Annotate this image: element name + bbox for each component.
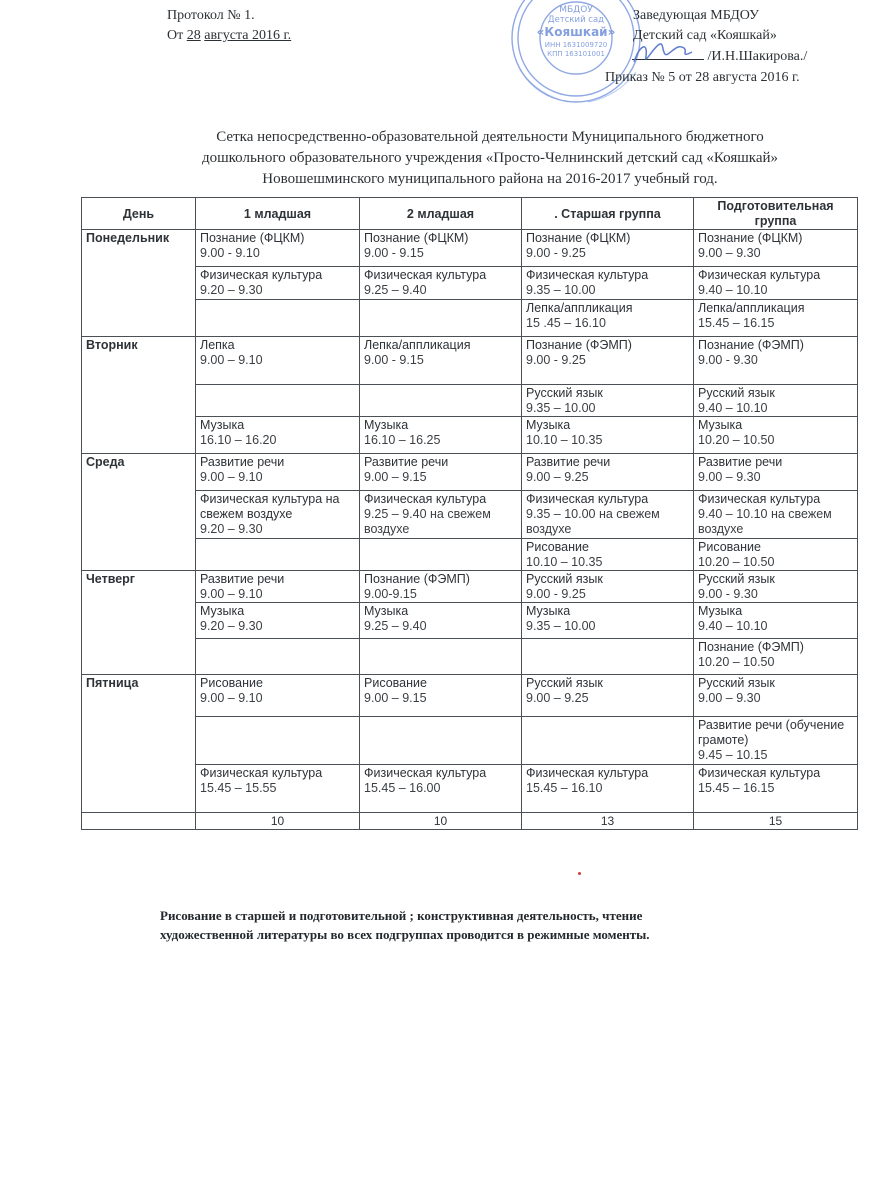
activity-name: Физическая культура [200,268,323,282]
activity-time: 10.10 – 10.35 [526,433,603,447]
schedule-cell [360,454,522,491]
schedule-cell [522,765,694,813]
header-junior-2: 2 младшая [360,198,522,230]
activity-name: Музыка [698,604,743,618]
activity-time: 10.20 – 10.50 [698,433,775,447]
schedule-cell [694,454,858,491]
schedule-cell [694,717,858,765]
table-row [82,491,858,539]
activity-name: Музыка [526,604,571,618]
schedule-cell [522,230,694,267]
activity-time: 9.00 – 9.30 [698,470,761,484]
activity-time: 9.00 – 9.10 [200,353,263,367]
activity-time: 15.45 – 16.15 [698,781,775,795]
schedule-cell [196,491,360,539]
activity-time: 9.00 – 9.10 [200,470,263,484]
day-name: Вторник [82,337,196,454]
activity-time: 9.35 – 10.00 [526,401,596,415]
schedule-cell [522,385,694,417]
activity-time: 9.00 - 9.30 [698,587,758,601]
schedule-cell [694,491,858,539]
table-row [82,300,858,337]
schedule-cell [694,300,858,337]
activity-name: Русский язык [526,386,603,400]
activity-name: Развитие речи [200,572,285,586]
activity-name: Познание (ФЭМП) [698,640,804,654]
schedule-cell [522,417,694,454]
activity-name: Русский язык [526,676,603,690]
activity-name: Лепка/аппликация [526,301,633,315]
round-stamp [508,0,648,112]
schedule-cell [196,454,360,491]
table-row [82,765,858,813]
activity-name: Развитие речи [526,455,611,469]
schedule-cell [522,717,694,765]
table-row [82,539,858,571]
activity-name: Познание (ФЦКМ) [526,231,631,245]
activity-name: Рисование [698,540,761,554]
schedule-cell [360,300,522,337]
schedule-cell [522,603,694,639]
activity-name: Физическая культура [526,268,649,282]
activity-time: 9.40 – 10.10 [698,619,768,633]
schedule-cell [360,603,522,639]
total-count: 13 [522,813,694,830]
activity-time: 9.00 - 9.30 [698,353,758,367]
activity-name: Познание (ФЦКМ) [364,231,469,245]
activity-name: Познание (ФЦКМ) [200,231,305,245]
schedule-cell [196,603,360,639]
table-row [82,337,858,385]
activity-name: Лепка [200,338,235,352]
activity-name: Музыка [364,604,409,618]
activity-name: Музыка [526,418,571,432]
total-count: 15 [694,813,858,830]
schedule-cell [522,491,694,539]
footnote [160,906,840,944]
schedule-cell [360,539,522,571]
schedule-cell [694,337,858,385]
activity-time: 9.00 – 9.25 [526,691,589,705]
header-junior-1: 1 младшая [196,198,360,230]
schedule-cell [196,230,360,267]
activity-name: Лепка/аппликация [698,301,805,315]
schedule-cell [360,337,522,385]
schedule-cell [196,571,360,603]
activity-name: Развитие речи (обучение грамоте) [698,718,845,747]
activity-time: 9.40 – 10.10 [698,283,768,297]
activity-name: Русский язык [698,572,775,586]
stamp-inn: ИНН 1631009720 [544,41,608,49]
footnote-line-2: художественной литературы во всех подгруппах проводится в режимные моменты. [160,927,650,942]
activity-time: 9.00 - 9.15 [364,353,424,367]
schedule-cell [360,717,522,765]
day-name: Среда [82,454,196,571]
schedule-cell [522,539,694,571]
activity-name: Рисование [200,676,263,690]
order-line: Приказ № 5 от 28 августа 2016 г. [605,70,800,85]
schedule-cell [694,675,858,717]
schedule-cell [694,539,858,571]
activity-time: 9.25 – 9.40 [364,619,427,633]
schedule-cell [196,765,360,813]
activity-time: 9.00 - 9.25 [526,246,586,260]
schedule-cell [694,417,858,454]
schedule-cell [694,603,858,639]
activity-name: Познание (ФЦКМ) [698,231,803,245]
activity-name: Физическая культура [526,492,649,506]
activity-time: 9.00 – 9.30 [698,691,761,705]
schedule-cell [196,300,360,337]
activity-name: Развитие речи [200,455,285,469]
schedule-table [81,197,858,830]
activity-time: 9.00 - 9.15 [364,246,424,260]
approval-title: Заведующая МБДОУ [633,8,760,23]
schedule-cell [196,385,360,417]
schedule-cell [360,639,522,675]
protocol-number: 1. [244,8,255,23]
activity-time: 16.10 – 16.20 [200,433,277,447]
header-day: День [82,198,196,230]
activity-time: 16.10 – 16.25 [364,433,441,447]
day-name: Понедельник [82,230,196,337]
activity-time: 9.20 – 9.30 [200,619,263,633]
schedule-cell [360,571,522,603]
stamp-kpp: КПП 163101001 [547,50,605,58]
activity-name: Физическая культура [698,492,821,506]
table-row [82,267,858,300]
schedule-cell [196,639,360,675]
activity-name: Рисование [364,676,427,690]
activity-time: 9.35 – 10.00 [526,283,596,297]
schedule-cell [360,267,522,300]
table-row [82,454,858,491]
schedule-cell [196,675,360,717]
date-prefix: От [167,28,184,43]
table-row [82,639,858,675]
activity-name: Рисование [526,540,589,554]
activity-time: 9.35 – 10.00 [526,619,596,633]
schedule-cell [694,385,858,417]
schedule-cell [196,417,360,454]
activity-name: Русский язык [698,386,775,400]
activity-time: 10.10 – 10.35 [526,555,603,569]
stamp-text-top: МБДОУ [559,5,593,15]
schedule-cell [522,639,694,675]
protocol-date [167,27,291,45]
schedule-cell [196,337,360,385]
schedule-cell [694,230,858,267]
activity-time: 15.45 – 16.15 [698,316,775,330]
activity-name: Лепка/аппликация [364,338,471,352]
activity-time: 9.00 – 9.10 [200,587,263,601]
activity-time: 9.40 – 10.10 на свежем воздухе [698,507,832,536]
activity-name: Познание (ФЭМП) [526,338,632,352]
activity-name: Познание (ФЭМП) [698,338,804,352]
activity-name: Физическая культура [364,268,487,282]
activity-time: 9.35 – 10.00 на свежем воздухе [526,507,660,536]
stamp-text-mid: Детский сад [547,15,605,25]
day-name: Пятница [82,675,196,813]
document-title [120,127,860,190]
activity-time: 9.40 – 10.10 [698,401,768,415]
activity-name: Физическая культура [364,492,487,506]
header-row [82,198,858,230]
schedule-cell [694,765,858,813]
schedule-cell [694,571,858,603]
activity-name: Музыка [200,604,245,618]
table-row [82,603,858,639]
activity-name: Русский язык [698,676,775,690]
table-row [82,417,858,454]
activity-time: 9.00 – 9.10 [200,691,263,705]
total-count: 10 [360,813,522,830]
schedule-cell [522,571,694,603]
table-row [82,230,858,267]
activity-time: 9.00 - 9.25 [526,587,586,601]
date-day: 28 [186,28,201,43]
activity-time: 9.00 – 9.30 [698,246,761,260]
activity-time: 15 .45 – 16.10 [526,316,606,330]
day-name: Четверг [82,571,196,675]
table-row [82,385,858,417]
activity-name: Музыка [200,418,245,432]
schedule-cell [522,337,694,385]
total-count: 10 [196,813,360,830]
schedule-cell [522,267,694,300]
approval-name: /И.Н.Шакирова./ [707,49,808,64]
activity-time: 9.25 – 9.40 [364,283,427,297]
activity-time: 15.45 – 16.10 [526,781,603,795]
schedule-cell [360,417,522,454]
protocol-prefix: Протокол № [167,8,241,23]
table-row [82,675,858,717]
header-preparatory: Подготовительная группа [694,198,858,230]
activity-time: 9.45 – 10.15 [698,748,768,762]
table-row [82,571,858,603]
title-line-2: дошкольного образовательного учреждения «Просто-Челнинский детский сад «Кояшкай» [201,150,779,166]
schedule-cell [360,385,522,417]
handwritten-signature [628,36,698,70]
schedule-cell [522,675,694,717]
activity-name: Физическая культура [698,268,821,282]
activity-time: 9.00 – 9.15 [364,691,427,705]
activity-time: 9.20 – 9.30 [200,522,263,536]
activity-name: Русский язык [526,572,603,586]
activity-name: Физическая культура [364,766,487,780]
activity-name: Физическая культура [200,766,323,780]
activity-time: 10.20 – 10.50 [698,655,775,669]
title-line-3: Новошешминского муниципального района на 2016-2017 учебный год. [262,171,718,187]
activity-name: Физическая культура [698,766,821,780]
schedule-cell [522,300,694,337]
schedule-cell [360,765,522,813]
title-line-1: Сетка непосредственно-образовательной деятельности Муниципального бюджетного [216,129,764,145]
activity-time: 15.45 – 15.55 [200,781,277,795]
schedule-cell [360,230,522,267]
header-senior: . Старшая группа [522,198,694,230]
activity-time: 9.00 – 9.15 [364,470,427,484]
totals-label [82,813,196,830]
activity-name: Физическая культура [526,766,649,780]
schedule-cell [522,454,694,491]
activity-time: 9.20 – 9.30 [200,283,263,297]
schedule-cell [694,267,858,300]
activity-time: 9.00 - 9.10 [200,246,260,260]
activity-name: Познание (ФЭМП) [364,572,470,586]
activity-name: Музыка [698,418,743,432]
schedule-body [82,230,858,830]
activity-time: 15.45 – 16.00 [364,781,441,795]
red-mark [578,872,581,875]
schedule-cell [360,491,522,539]
schedule-cell [360,675,522,717]
stamp-name: «Кояшкай» [536,25,616,39]
activity-name: Музыка [364,418,409,432]
date-month-year: августа 2016 г. [204,28,292,43]
totals-row [82,813,858,830]
schedule-cell [196,717,360,765]
schedule-cell [694,639,858,675]
schedule-cell [196,267,360,300]
activity-time: 9.00 - 9.25 [526,353,586,367]
schedule-cell [196,539,360,571]
activity-name: Развитие речи [698,455,783,469]
table-row [82,717,858,765]
approval-org: Детский сад «Кояшкай» [633,28,777,43]
activity-time: 9.00-9.15 [364,587,417,601]
activity-name: Физическая культура на свежем воздухе [200,492,340,521]
activity-name: Развитие речи [364,455,449,469]
activity-time: 9.25 – 9.40 на свежем воздухе [364,507,491,536]
activity-time: 9.00 – 9.25 [526,470,589,484]
activity-time: 10.20 – 10.50 [698,555,775,569]
protocol-line [167,7,255,25]
footnote-line-1: Рисование в старшей и подготовительной ; конструктивная деятельность, чтение [160,908,643,923]
